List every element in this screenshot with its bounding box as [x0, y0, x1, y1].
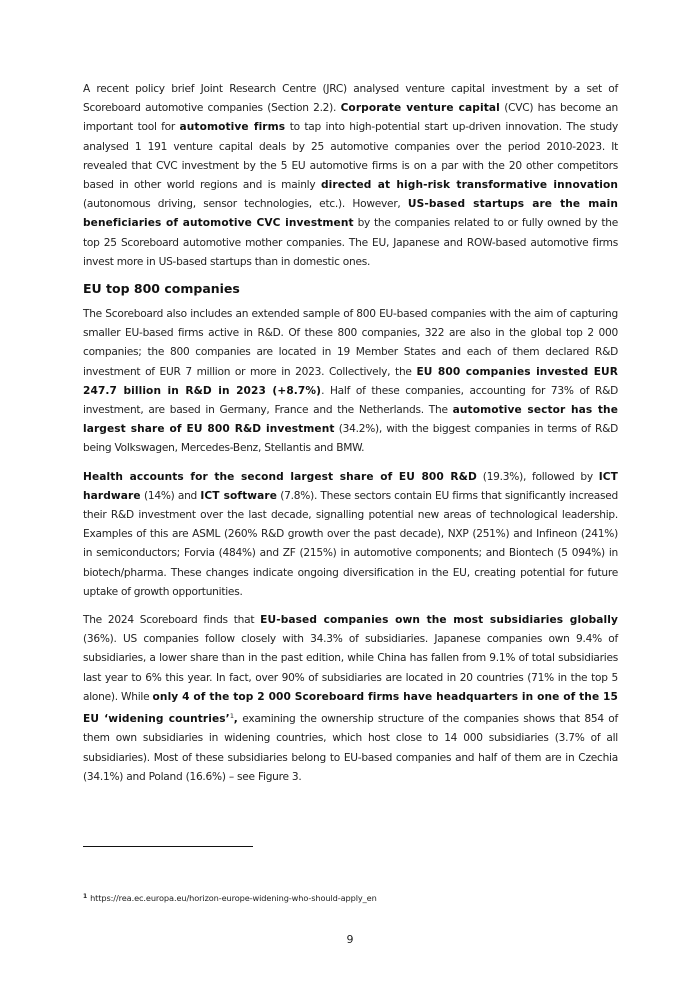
bold-term: only 4 of the top 2 000 Scoreboard firms have headquarters in one of the 15 EU ‘widening countries’	[83, 690, 618, 726]
bold-term: Health accounts for the second largest share of EU 800 R&D	[83, 470, 477, 483]
text-run: (19.3%), followed by	[476, 470, 599, 483]
footnote-separator	[83, 846, 253, 847]
footnote-link[interactable]: https://rea.ec.europa.eu/horizon-europe-widening-who-should-apply_en	[90, 893, 377, 903]
page-body	[83, 80, 618, 787]
text-run: The 2024 Scoreboard finds that	[83, 614, 261, 627]
bold-term: directed at high-risk transformative innovation	[320, 179, 618, 192]
text-run: (36%). US companies follow closely with 34.3% of subsidiaries. Japanese companies own 9.4% of subsidiaries, a lower share than in the past edition, while China has fallen from 9.1% of total subsidiaries last year to 6% this year. In fact, over 90% of subsidiaries are located in 20 countries (71% in the top 5 alone). While	[83, 633, 618, 703]
text-run: to tap into high-potential start up-driven innovation. The study analysed 1 191 venture capital deals by 25 automotive companies over the period 2010-2023. It revealed that CVC investment by the 5 EU automotive firms is on a par with the 20 other competitors based in other world regions and is mainly	[83, 121, 619, 192]
page-number: 9	[346, 933, 354, 946]
bold-term: Corporate venture capital	[340, 102, 500, 115]
paragraph-cvc	[83, 80, 618, 272]
footnote-number: 1	[83, 893, 88, 900]
text-run: (CVC) has become an important tool for	[83, 102, 618, 134]
text-run: examining the ownership structure of the companies shows that 854 of them own subsidiaries in widening countries, which host close to 14 000 subsidiaries (3.7% of all subsidiaries). Most of these subsidiaries belong to EU-based companies and half of them are in Czechia (34.1%) and Poland (16.6%) – see Figure 3.	[83, 713, 618, 783]
text-run: (7.8%). These sectors contain EU firms that significantly increased their R&D investment over the last decade, signalling potential new areas of technological leadership. Examples of this are ASML (260% R&D growth over the past decade), NXP (251%) and Infineon (241%) in semiconductors; Forvia (484%) and ZF (215%) in automotive components; and Biontech (5 094%) in biotech/pharma. These changes indicate ongoing diversification in the EU, creating potential for future uptake of growth opportunities.	[83, 489, 618, 598]
bold-term: ,	[233, 713, 238, 726]
text-run: (autonomous driving, sensor technologies, etc.). However,	[83, 198, 408, 211]
footnote-reference[interactable]: 1	[229, 712, 234, 721]
paragraph-spacer	[83, 602, 618, 611]
bold-term: automotive sector has the largest share of EU 800 R&D investment	[83, 404, 618, 436]
bold-term: automotive firms	[179, 121, 286, 134]
footnote	[83, 893, 377, 903]
bold-term: US-based startups are the main beneficiaries of automotive CVC investment	[83, 198, 618, 230]
paragraph-health	[83, 468, 618, 602]
paragraph-subsidiaries	[83, 611, 618, 787]
text-run: (14%) and	[140, 489, 201, 502]
text-run: . Half of these companies, accounting for 73% of R&D investment, are based in Germany, France and the Netherlands. The	[83, 384, 618, 417]
bold-term: EU 800 companies invested EUR 247.7 billion in R&D in 2023 (+8.7%)	[83, 365, 618, 397]
text-run: (34.2%), with the biggest companies in terms of R&D being Volkswagen, Mercedes-Benz, Stellantis and BMW.	[83, 423, 618, 455]
bold-term: ICT hardware	[83, 470, 618, 502]
text-run: by the companies related to or fully owned by the top 25 Scoreboard automotive mother companies. The EU, Japanese and ROW-based automotive firms invest more in US-based startups than in domestic ones.	[83, 217, 619, 268]
paragraph-spacer	[83, 459, 618, 468]
section-heading: EU top 800 companies	[83, 281, 240, 297]
bold-term: ICT software	[200, 489, 277, 502]
paragraph-eu800	[83, 305, 618, 459]
text-run: The Scoreboard also includes an extended sample of 800 EU-based companies with the aim of capturing smaller EU-based firms active in R&D. Of these 800 companies, 322 are also in the global top 2 000 companies; the 800 companies are located in 19 Member States and each of them declared R&D investment of EUR 7 million or more in 2023. Collectively, the	[83, 308, 618, 378]
text-run: A recent policy brief Joint Research Centre (JRC) analysed venture capital investment by a set of Scoreboard automotive companies (Section 2.2).	[83, 83, 618, 115]
bold-term: EU-based companies own the most subsidiaries globally	[260, 614, 618, 627]
